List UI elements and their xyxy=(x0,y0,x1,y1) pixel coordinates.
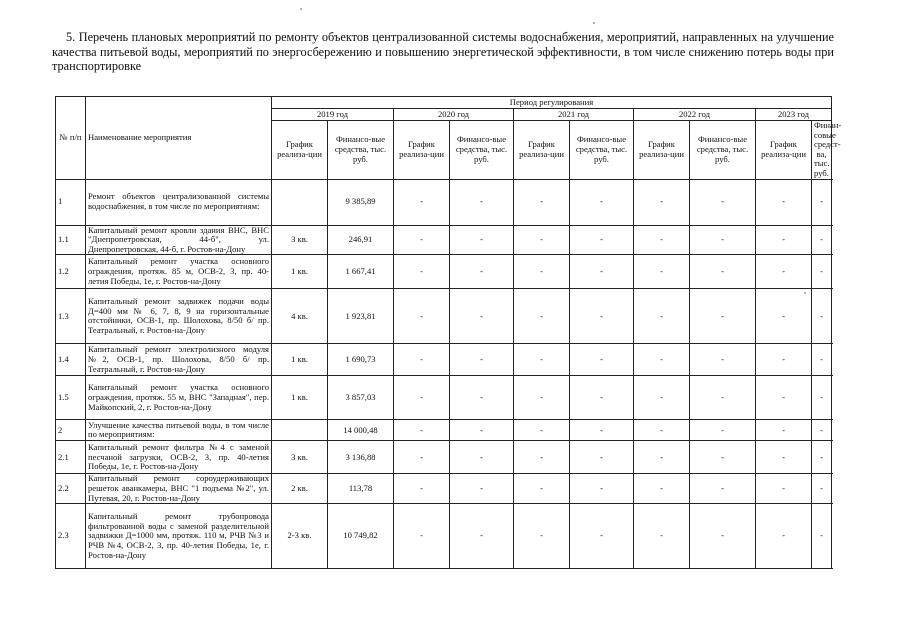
row-number: 2.2 xyxy=(56,474,86,504)
row-funds-2023: - xyxy=(812,344,832,376)
scan-speck xyxy=(593,22,595,24)
table-row xyxy=(56,504,832,569)
row-funds-2023: - xyxy=(812,376,832,420)
row-funds-2022: - xyxy=(690,504,756,569)
header-year-2019: 2019 год xyxy=(272,109,394,121)
row-funds-2022: - xyxy=(690,474,756,504)
row-funds-2019: 14 000,48 xyxy=(328,420,394,441)
row-schedule-2019 xyxy=(272,179,328,225)
table-row xyxy=(56,225,832,255)
row-schedule-2022: - xyxy=(634,255,690,289)
header-row-period xyxy=(56,97,832,109)
row-schedule-2020: - xyxy=(394,420,450,441)
row-funds-2023: - xyxy=(812,504,832,569)
row-name: Капитальный ремонт участка основного ограждения, протяж. 55 м, ВНС "Западная", пер. Майкопский, 2, г. Ростов-на-Дону xyxy=(86,376,272,420)
scan-speck xyxy=(300,8,302,10)
row-schedule-2021: - xyxy=(514,179,570,225)
row-schedule-2023: - xyxy=(756,504,812,569)
row-schedule-2020: - xyxy=(394,441,450,474)
row-number: 2 xyxy=(56,420,86,441)
row-name: Улучшение качества питьевой воды, в том числе по мероприятиям: xyxy=(86,420,272,441)
row-funds-2020: - xyxy=(450,179,514,225)
document-heading xyxy=(52,30,834,74)
row-funds-2021: - xyxy=(570,289,634,344)
row-number: 1.3 xyxy=(56,289,86,344)
row-funds-2021: - xyxy=(570,420,634,441)
row-schedule-2019 xyxy=(272,420,328,441)
row-funds-2020: - xyxy=(450,474,514,504)
row-schedule-2022: - xyxy=(634,441,690,474)
row-schedule-2021: - xyxy=(514,376,570,420)
header-year-2020: 2020 год xyxy=(394,109,514,121)
row-schedule-2020: - xyxy=(394,344,450,376)
row-name: Капитальный ремонт кровли здания ВНС, ВНС "Днепропетровская, 44-б", ул. Днепропетровская, 44-б, г. Ростов-на-Дону xyxy=(86,225,272,255)
row-name: Капитальный ремонт фильтра №4 с заменой песчаной загрузки, ОСВ-2, 3, пр. 40-летия Победы, 1е, г. Ростов-на-Дону xyxy=(86,441,272,474)
row-funds-2020: - xyxy=(450,255,514,289)
row-funds-2022: - xyxy=(690,376,756,420)
row-funds-2023: - xyxy=(812,225,832,255)
row-schedule-2021: - xyxy=(514,344,570,376)
row-schedule-2022: - xyxy=(634,289,690,344)
header-year-2022: 2022 год xyxy=(634,109,756,121)
header-funds-2023: Финан-совые средст-ва, тыс. руб. xyxy=(812,121,832,180)
row-schedule-2023: - xyxy=(756,289,812,344)
row-schedule-2023: - xyxy=(756,441,812,474)
header-funds-2021: Финансо-вые средства, тыс. руб. xyxy=(570,121,634,180)
header-funds-2022: Финансо-вые средства, тыс. руб. xyxy=(690,121,756,180)
row-schedule-2021: - xyxy=(514,255,570,289)
row-schedule-2021: - xyxy=(514,289,570,344)
header-funds-2019: Финансо-вые средства, тыс. руб. xyxy=(328,121,394,180)
row-funds-2022: - xyxy=(690,179,756,225)
row-funds-2021: - xyxy=(570,376,634,420)
row-number: 1.2 xyxy=(56,255,86,289)
row-funds-2023: - xyxy=(812,289,832,344)
row-funds-2019: 1 690,73 xyxy=(328,344,394,376)
row-name: Капитальный ремонт задвижек подачи воды Д=400 мм № 6, 7, 8, 9 на горизонтальные отстойники, ОСВ-1, пр. Шолохова, 8/50 б/ пр. Театральный, г. Ростов-на-Дону xyxy=(86,289,272,344)
row-schedule-2023: - xyxy=(756,420,812,441)
row-funds-2019: 3 136,88 xyxy=(328,441,394,474)
header-schedule-2021: График реализа-ции xyxy=(514,121,570,180)
row-funds-2022: - xyxy=(690,225,756,255)
row-schedule-2022: - xyxy=(634,344,690,376)
row-schedule-2023: - xyxy=(756,255,812,289)
row-funds-2022: - xyxy=(690,344,756,376)
header-no: № п/п xyxy=(56,97,86,180)
header-year-2023: 2023 год xyxy=(756,109,832,121)
row-schedule-2021: - xyxy=(514,420,570,441)
header-schedule-2022: График реализа-ции xyxy=(634,121,690,180)
row-schedule-2020: - xyxy=(394,179,450,225)
row-schedule-2022: - xyxy=(634,420,690,441)
row-funds-2023: - xyxy=(812,441,832,474)
row-funds-2020: - xyxy=(450,376,514,420)
row-schedule-2023: - xyxy=(756,225,812,255)
row-schedule-2019: 3 кв. xyxy=(272,225,328,255)
row-schedule-2019: 3 кв. xyxy=(272,441,328,474)
row-funds-2019: 9 385,89 xyxy=(328,179,394,225)
row-number: 1.5 xyxy=(56,376,86,420)
row-funds-2020: - xyxy=(450,344,514,376)
row-name: Капитальный ремонт трубопровода фильтрованной воды с заменой разделительной задвижки Д=1000 мм, протяж. 110 м, РЧВ №3 и РЧВ №4, ОСВ-2, 3, пр. 40-летия Победы, 1е, г. Ростов-на-Дону xyxy=(86,504,272,569)
row-funds-2019: 113,78 xyxy=(328,474,394,504)
table-row xyxy=(56,289,832,344)
row-schedule-2019: 1 кв. xyxy=(272,376,328,420)
header-schedule-2020: График реализа-ции xyxy=(394,121,450,180)
row-name: Капитальный ремонт участка основного ограждения, протяж. 85 м, ОСВ-2, 3, пр. 40-летия Победы, 1е, г. Ростов-на-Дону xyxy=(86,255,272,289)
row-schedule-2019: 2 кв. xyxy=(272,474,328,504)
row-schedule-2020: - xyxy=(394,255,450,289)
row-schedule-2023: - xyxy=(756,376,812,420)
header-year-2021: 2021 год xyxy=(514,109,634,121)
row-funds-2020: - xyxy=(450,420,514,441)
row-schedule-2020: - xyxy=(394,289,450,344)
scan-speck xyxy=(804,292,806,294)
table-row xyxy=(56,255,832,289)
row-schedule-2019: 2-3 кв. xyxy=(272,504,328,569)
row-funds-2019: 1 667,41 xyxy=(328,255,394,289)
row-name: Капитальный ремонт электролизного модуля №2, ОСВ-1, пр. Шолохова, 8/50 б/ пр. Театральный, г. Ростов-на-Дону xyxy=(86,344,272,376)
header-schedule-2023: График реализа-ции xyxy=(756,121,812,180)
row-schedule-2023: - xyxy=(756,344,812,376)
heading-text: 5. Перечень плановых мероприятий по ремонту объектов централизованной системы водоснабжения, мероприятий, направленных на улучшение качества питьевой воды, мероприятий по энергосбережению и повышению энергетической эффективности, в том числе снижению потерь воды при транспортировке xyxy=(52,30,834,73)
row-funds-2022: - xyxy=(690,289,756,344)
row-schedule-2021: - xyxy=(514,441,570,474)
row-schedule-2019: 1 кв. xyxy=(272,255,328,289)
row-schedule-2021: - xyxy=(514,504,570,569)
row-funds-2020: - xyxy=(450,225,514,255)
table-row xyxy=(56,376,832,420)
row-funds-2020: - xyxy=(450,504,514,569)
row-funds-2019: 246,91 xyxy=(328,225,394,255)
row-funds-2019: 1 923,81 xyxy=(328,289,394,344)
row-funds-2021: - xyxy=(570,441,634,474)
table-row xyxy=(56,179,832,225)
table-row xyxy=(56,420,832,441)
row-name: Ремонт объектов централизованной системы водоснабжения, в том числе по мероприятиям: xyxy=(86,179,272,225)
header-funds-2020: Финансо-вые средства, тыс. руб. xyxy=(450,121,514,180)
header-period: Период регулирования xyxy=(272,97,832,109)
row-name: Капитальный ремонт сороудерживающих решеток аванкамеры, ВНС "1 подъема №2", ул. Путевая, 20, г. Ростов-на-Дону xyxy=(86,474,272,504)
row-number: 2.1 xyxy=(56,441,86,474)
row-funds-2023: - xyxy=(812,255,832,289)
row-funds-2023: - xyxy=(812,420,832,441)
row-funds-2021: - xyxy=(570,504,634,569)
row-funds-2021: - xyxy=(570,344,634,376)
row-number: 1 xyxy=(56,179,86,225)
row-funds-2022: - xyxy=(690,255,756,289)
row-schedule-2022: - xyxy=(634,225,690,255)
row-funds-2019: 3 857,03 xyxy=(328,376,394,420)
row-funds-2022: - xyxy=(690,441,756,474)
measures-table xyxy=(55,96,842,569)
row-funds-2020: - xyxy=(450,441,514,474)
row-schedule-2020: - xyxy=(394,474,450,504)
row-funds-2023: - xyxy=(812,474,832,504)
row-schedule-2022: - xyxy=(634,376,690,420)
row-schedule-2022: - xyxy=(634,179,690,225)
row-schedule-2021: - xyxy=(514,225,570,255)
table-row xyxy=(56,441,832,474)
row-schedule-2022: - xyxy=(634,504,690,569)
header-name: Наименование мероприятия xyxy=(86,97,272,180)
table-row xyxy=(56,474,832,504)
row-number: 1.4 xyxy=(56,344,86,376)
row-schedule-2023: - xyxy=(756,474,812,504)
row-schedule-2020: - xyxy=(394,225,450,255)
row-funds-2020: - xyxy=(450,289,514,344)
row-number: 1.1 xyxy=(56,225,86,255)
row-schedule-2019: 4 кв. xyxy=(272,289,328,344)
row-funds-2021: - xyxy=(570,179,634,225)
table-row xyxy=(56,344,832,376)
row-schedule-2020: - xyxy=(394,376,450,420)
header-schedule-2019: График реализа-ции xyxy=(272,121,328,180)
row-number: 2.3 xyxy=(56,504,86,569)
row-funds-2022: - xyxy=(690,420,756,441)
row-schedule-2019: 1 кв. xyxy=(272,344,328,376)
row-funds-2023: - xyxy=(812,179,832,225)
row-schedule-2022: - xyxy=(634,474,690,504)
row-funds-2021: - xyxy=(570,255,634,289)
row-schedule-2020: - xyxy=(394,504,450,569)
row-schedule-2023: - xyxy=(756,179,812,225)
row-funds-2019: 10 749,82 xyxy=(328,504,394,569)
row-funds-2021: - xyxy=(570,225,634,255)
row-funds-2021: - xyxy=(570,474,634,504)
row-schedule-2021: - xyxy=(514,474,570,504)
